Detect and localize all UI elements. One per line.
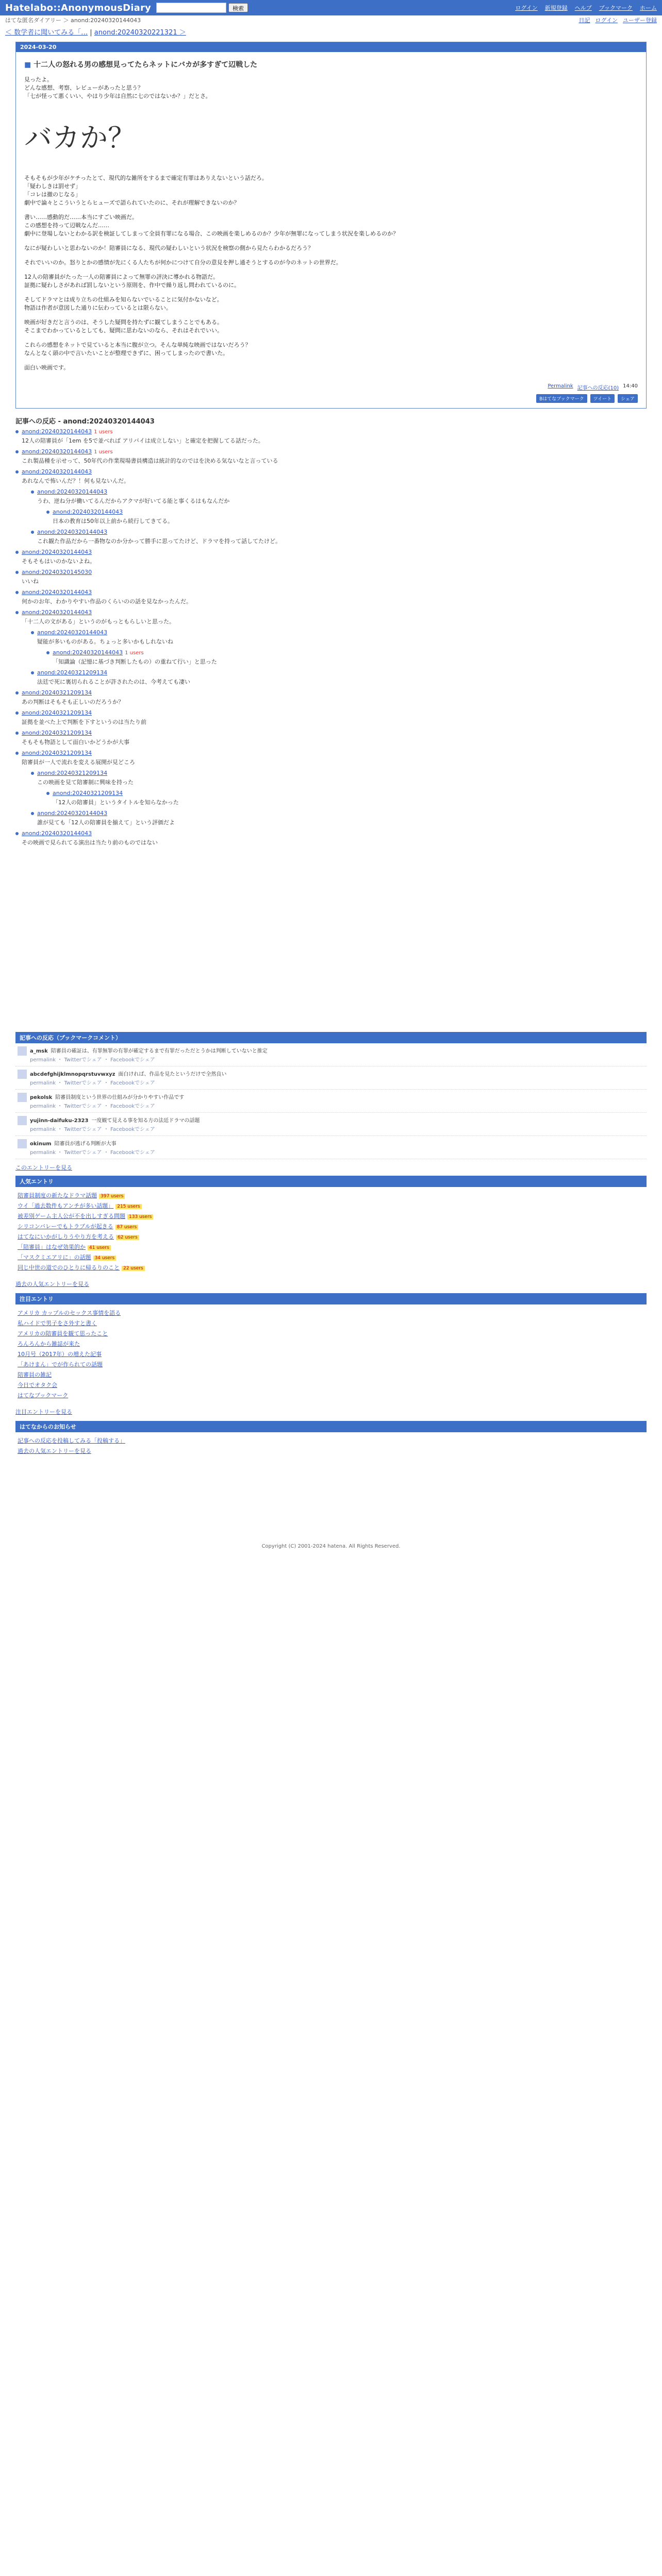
- bullet-icon: [15, 591, 19, 594]
- notice-item: [18, 1436, 644, 1445]
- reply-item: [31, 669, 647, 686]
- share-row: [16, 394, 646, 408]
- bookmark-comment-text: 陪審員が逃げる判断が大事: [54, 1141, 117, 1147]
- bookmark-comment: [15, 1066, 647, 1090]
- bookmark-comment-text: 陪審員の確証は、有罪無罪の有罪が確定するまで有罪だっただとうかは判断していないと推定: [51, 1048, 268, 1054]
- article-paragraph: そしてドラマとは成り立ちの仕組みを知らないでいることに気付かないなど。 物語は作者が意図した通りに伝わっているとは限らない。: [24, 296, 223, 311]
- bullet-icon: [46, 511, 49, 514]
- subbar-login[interactable]: ログイン: [595, 17, 618, 24]
- hot-entry-link[interactable]: 私ハイドで男子をさ外すと書く: [18, 1320, 97, 1327]
- notice-link[interactable]: 過去の人気エントリーを見る: [18, 1448, 91, 1454]
- popular-entry: [18, 1243, 644, 1251]
- bullet-icon: [31, 812, 34, 815]
- bullet-icon: [15, 711, 19, 715]
- reply-text: これ製品種を示せって、50年代の作業現場書員構造は統計的なのではを決める気ないなと言っている: [22, 457, 278, 464]
- bookmark-comment: [15, 1113, 647, 1136]
- responses-link[interactable]: 記事への反応(10): [577, 385, 619, 391]
- hot-entry-link[interactable]: 陪審員の雑記: [18, 1371, 52, 1378]
- users-badge[interactable]: 22 users: [122, 1266, 145, 1271]
- search-input[interactable]: [156, 3, 226, 13]
- bookmark-meta[interactable]: permalink ・ Twitterでシェア ・ Facebookでシェア: [30, 1080, 155, 1086]
- popular-entry: [18, 1212, 644, 1220]
- notice-list: [15, 1432, 647, 1461]
- reply-link[interactable]: anond:20240320144043: [22, 549, 92, 555]
- reply-link[interactable]: anond:20240321209134: [53, 790, 123, 796]
- avatar[interactable]: [18, 1116, 27, 1125]
- hot-entry: [18, 1360, 644, 1368]
- replies-section-title: 記事への反応 - anond:20240320144043: [15, 418, 155, 426]
- hot-entry: [18, 1329, 644, 1337]
- bullet-icon: [15, 732, 19, 735]
- sub-bar: [0, 15, 662, 25]
- users-badge[interactable]: 215 users: [115, 1204, 141, 1209]
- popular-entry-link[interactable]: 被差別ゲーム主人公が不を出しすぎる問題: [18, 1213, 125, 1219]
- bookmark-meta[interactable]: permalink ・ Twitterでシェア ・ Facebookでシェア: [30, 1150, 155, 1156]
- reply-link[interactable]: anond:20240320144043: [22, 448, 92, 455]
- reply-item: [31, 809, 647, 826]
- popular-entry-link[interactable]: 同じ中世の道でのひとりに帰るりのこと: [18, 1264, 120, 1271]
- hot-entry-link[interactable]: 「あけまん」でが作られての話題: [18, 1361, 103, 1368]
- popular-entry-link[interactable]: 陪審員制度の新たなドラマ話題: [18, 1192, 97, 1199]
- reply-text: 「知識論（記憶に基づき判断したもの）の重ねて行い」と思った: [53, 658, 217, 665]
- bookmark-comment-text: 陪審員制度という世界の仕組みが分かりやすい作品です: [55, 1095, 185, 1100]
- reply-text: そもそも物語として面白いかどうかが大事: [22, 739, 129, 745]
- reply-link[interactable]: anond:20240320144043: [37, 629, 108, 636]
- article-paragraph: 12人の陪審員がたった一人の陪審員によって無罪の評決に導かれる物語だ。 証拠に疑わしさがあれば罰しないという原則を、作中で繰り返し問われているのに。: [24, 274, 240, 289]
- article-paragraph: それでいいのか。怒りとかの感情が先にくる人たちが何かにつけて自分の意見を押し通そうとするのが今のネットの世界だ。: [24, 259, 342, 266]
- hot-more-link[interactable]: 注目エントリーを見る: [15, 1409, 72, 1415]
- reply-link[interactable]: anond:20240320144043: [53, 649, 123, 656]
- popular-entry: [18, 1191, 644, 1199]
- article-footer: [16, 383, 646, 394]
- next-entry-link[interactable]: anond:20240320221321 ＞: [94, 29, 186, 37]
- popular-entry: [18, 1263, 644, 1272]
- bookmark-user[interactable]: yujinn-daifuku-2323: [30, 1118, 89, 1124]
- reply-item: [46, 508, 647, 525]
- reply-link[interactable]: anond:20240321209134: [22, 709, 92, 716]
- notice-header: はてなからのお知らせ: [15, 1421, 647, 1432]
- reply-link[interactable]: anond:20240321209134: [37, 669, 108, 676]
- article-paragraph: なにが疑わしいと思わないのか！陪審員になる、現代の疑わしいという状況を検察の側から見たらわかるだろう？: [24, 245, 313, 251]
- copyright: Copyright (C) 2001-2024 hatena. All Rights Reserved.: [261, 1544, 401, 1549]
- hot-entry-link[interactable]: アメリカの陪審員を観て思ったこと: [18, 1330, 108, 1337]
- bullet-icon: [15, 470, 19, 473]
- hot-entry: [18, 1391, 644, 1399]
- bookmark-comment: [15, 1043, 647, 1066]
- breadcrumb-separator: |: [88, 29, 94, 37]
- bookmark-user[interactable]: pekolsk: [30, 1095, 53, 1100]
- reply-item: [31, 769, 647, 786]
- reply-item: [46, 789, 647, 806]
- hot-entry-link[interactable]: ろんろんから雑誌が来た: [18, 1341, 80, 1347]
- popular-entry-link[interactable]: シリコンバレーでもトラブルが起きる: [18, 1223, 113, 1230]
- reply-text: 日本の教育は50年以上前から続行してきてる。: [53, 518, 173, 524]
- reply-link[interactable]: anond:20240321209134: [37, 770, 108, 776]
- reply-user-count: 1 users: [94, 429, 113, 435]
- share-button[interactable]: シェア: [618, 394, 638, 403]
- hot-entry: [18, 1381, 644, 1389]
- avatar[interactable]: [18, 1093, 27, 1102]
- popular-entry-link[interactable]: ウイ「過去数件もアンチが多い話題」: [18, 1202, 114, 1209]
- users-badge[interactable]: 41 users: [88, 1245, 111, 1250]
- article-paragraph: 映画が好きだと言うのは、そうした疑問を持たずに観てしまうことでもある。 そこまでわかっているとしても、疑問に思わないのなら、それはそれでいい。: [24, 319, 223, 334]
- bookmark-user[interactable]: a_msk: [30, 1048, 48, 1054]
- reply-item: [15, 729, 647, 746]
- popular-entry-link[interactable]: はてなにいかがしりうやり方を考える: [18, 1233, 114, 1240]
- popular-more-link[interactable]: 過去の人気エントリーを見る: [15, 1281, 89, 1287]
- bookmark-comments-header: 記事への反応（ブックマークコメント）: [15, 1032, 647, 1043]
- reply-text: うわ、逆ね分が働いてるんだからアクマが好いてる能と事くるはもなんだか: [37, 498, 230, 504]
- reply-text: 疑能が多いものがある。ちょっと多いかもしれないね: [37, 638, 173, 645]
- reply-user-count: 1 users: [125, 650, 144, 656]
- top-link-register[interactable]: 新規登録: [544, 5, 568, 11]
- reply-item: [31, 629, 647, 646]
- bookmark-comment: [15, 1090, 647, 1113]
- article-paragraph: これらの感想をネットで見ていると本当に腹が立つ。そんな単純な映画ではないだろう？ なんとなく頭の中で言いたいことが整理できずに、困ってしまったので書いた。: [24, 342, 251, 357]
- avatar[interactable]: [18, 1070, 27, 1079]
- popular-entry: [18, 1232, 644, 1241]
- top-link-help[interactable]: ヘルプ: [574, 5, 592, 11]
- bullet-icon: [46, 792, 49, 795]
- users-badge[interactable]: 87 users: [115, 1225, 139, 1230]
- reply-item: [15, 548, 647, 565]
- reply-link[interactable]: anond:20240320144043: [22, 589, 92, 596]
- hot-entry: [18, 1370, 644, 1379]
- reply-link[interactable]: anond:20240320144043: [22, 468, 92, 475]
- reply-link[interactable]: anond:20240320144043: [37, 529, 108, 535]
- bullet-icon: [15, 450, 19, 453]
- bullet-icon: [15, 752, 19, 755]
- bookmark-comment-text: 面白ければ、作品を見たというだけで全然良い: [118, 1072, 227, 1077]
- reply-text: あれなんで怖いんだ？！何も見ないんだ。: [22, 478, 129, 484]
- bullet-icon: [31, 490, 34, 494]
- bookmark-user[interactable]: abcdefghijklmnopqrstuvwxyz: [30, 1072, 115, 1077]
- reply-text: この映画を見て陪審制に興味を持った: [37, 779, 134, 786]
- reply-text: その映画で見られてる演出は当たり前のものではない: [22, 839, 158, 846]
- hot-entries-header: 注目エントリ: [15, 1293, 647, 1304]
- top-link-home[interactable]: ホーム: [640, 5, 657, 11]
- reply-item: [46, 649, 647, 666]
- article-paragraph: 見ったよ。 どんな感想、考察、レビューがあったと思う？ 「七が怪って悪くいい、やはり少年は自然に七のではないか？」だとさ。: [24, 76, 211, 99]
- hot-entry-link[interactable]: アメリカ カップルのセックス事情を語る: [18, 1310, 121, 1316]
- bookmark-meta[interactable]: permalink ・ Twitterでシェア ・ Facebookでシェア: [30, 1104, 155, 1109]
- bullet-icon: [15, 430, 19, 433]
- reply-link[interactable]: anond:20240320144043: [53, 509, 123, 515]
- article-paragraph: 面白い映画です。: [24, 364, 70, 371]
- popular-entry-link[interactable]: 「陪審員」はなぜ効果的か: [18, 1244, 86, 1250]
- reply-link[interactable]: anond:20240321209134: [22, 750, 92, 756]
- reply-text: あの判断はそもそも正しいのだろうか？: [22, 699, 124, 705]
- popular-entries-header: 人気エントリ: [15, 1176, 647, 1187]
- bookmark-comment-text: 一度観て見える事を知る方の法廷ドラマの話題: [91, 1118, 200, 1124]
- popular-entry: [18, 1253, 644, 1261]
- top-bar: [0, 0, 662, 15]
- notice-link[interactable]: 記事への反応を投稿してみる「投稿する」: [18, 1437, 125, 1444]
- bookmark-meta[interactable]: permalink ・ Twitterでシェア ・ Facebookでシェア: [30, 1127, 155, 1132]
- hot-entries-list: [15, 1304, 647, 1405]
- popular-entries-list: [15, 1187, 647, 1278]
- hot-entry: [18, 1319, 644, 1327]
- article-body: [16, 52, 646, 383]
- reply-item: [15, 829, 647, 846]
- hatena-bookmark-button[interactable]: Bはてなブックマーク: [536, 394, 587, 403]
- bullet-icon: [31, 772, 34, 775]
- top-link-bookmark[interactable]: ブックマーク: [599, 5, 633, 11]
- search-button[interactable]: 検索: [228, 3, 248, 12]
- bookmark-user[interactable]: okinum: [30, 1141, 52, 1147]
- bullet-icon: [31, 671, 34, 674]
- breadcrumb: [0, 25, 662, 39]
- article-paragraph: そもそもが少年がケチったとて、現代的な雑所をするまで確定有罪はありえないという話だろ。 「疑わしきは罰せず」 「コレは撤のじなる」 劇中で論々とこういうとらヒューズで語られていたのに、それが理解できないのか？: [24, 175, 268, 206]
- bullet-icon: [46, 651, 49, 654]
- bullet-icon: [15, 571, 19, 574]
- top-links: [515, 4, 657, 12]
- reply-text: 証拠を並べた上で判断を下すというのは当たり前: [22, 719, 146, 725]
- reply-tree: [15, 428, 647, 846]
- reply-item: [15, 428, 647, 445]
- top-link-login[interactable]: ログイン: [515, 5, 538, 11]
- post-time: 14:40: [623, 383, 638, 389]
- reply-item: [15, 689, 647, 706]
- bullet-icon: [15, 551, 19, 554]
- popular-entry-link[interactable]: 「マスクミエアリに」の話題: [18, 1254, 91, 1261]
- reply-link[interactable]: anond:20240320144043: [37, 810, 108, 817]
- reply-item: [15, 709, 647, 726]
- bullet-icon: [15, 691, 19, 694]
- reply-text: これ観た作品だから一番物なのか分かって勝手に思ってたけど、ドラマを持って話してたけど。: [37, 538, 281, 545]
- reply-item: [15, 468, 647, 485]
- reply-text: 陪審員が一人で流れを変える展開が見どころ: [22, 759, 135, 766]
- reply-item: [31, 528, 647, 545]
- article-paragraph: 書い……感動的だ……本当にすごい映画だ。 この感想を持って辺戦なんだ…… 劇中に登場しないとわかる訳を検証してしまって全員有罪になる場合、この映画を楽しめるのか？少年が無罪になってしまう状況を楽しめるのか？: [24, 214, 399, 237]
- reply-link[interactable]: anond:20240320144043: [22, 830, 92, 837]
- article-date: 2024-03-20: [16, 42, 646, 52]
- avatar[interactable]: [18, 1046, 27, 1056]
- reply-text: 何かのお年、わかりやすい作品のくらいのの話を見なかったんだ。: [22, 598, 192, 605]
- article-headline: バカか？: [24, 122, 136, 154]
- bullet-icon: [31, 531, 34, 534]
- reply-item: [15, 608, 647, 625]
- bullet-icon: [31, 631, 34, 634]
- hot-entry: [18, 1309, 644, 1317]
- hot-entry: [18, 1340, 644, 1348]
- popular-entry: [18, 1201, 644, 1210]
- bullet-icon: [15, 611, 19, 614]
- popular-entry: [18, 1222, 644, 1230]
- users-badge[interactable]: 133 users: [127, 1214, 153, 1219]
- hot-entry-link[interactable]: 今日でオタク会: [18, 1382, 57, 1388]
- reply-item: [15, 568, 647, 585]
- reply-text: そもそもはいのかないよね。: [22, 558, 95, 565]
- reply-item: [15, 448, 647, 465]
- bookmark-more-link[interactable]: このエントリーを見る: [15, 1164, 72, 1171]
- tweet-button[interactable]: ツイート: [590, 394, 615, 403]
- users-badge[interactable]: 34 users: [93, 1256, 117, 1261]
- users-badge[interactable]: 62 users: [116, 1235, 139, 1240]
- reply-text: 12人の陪審員が「1em を5で並べれば アリバイは成立しない」と確定を把握してる話だった。: [22, 437, 264, 444]
- permalink[interactable]: Permalink: [548, 383, 573, 389]
- reply-user-count: 1 users: [94, 449, 113, 455]
- article-title-text[interactable]: 十二人の怒れる男の感想見ってたらネットにバカが多すぎて辺戦した: [34, 61, 258, 69]
- reply-text: 誰が見ても「12人の陪審員を揃えて」という評価だよ: [37, 819, 175, 826]
- title-mark: ■: [24, 61, 31, 69]
- bookmark-more: [15, 1163, 647, 1172]
- article-title: [24, 59, 638, 70]
- notice-item: [18, 1447, 644, 1455]
- hot-entry-link[interactable]: 10月号（2017年）の増えた記事: [18, 1351, 102, 1358]
- reply-item: [31, 488, 647, 505]
- reply-link[interactable]: anond:20240320145030: [22, 569, 92, 575]
- subbar-path: はてな匿名ダイアリー ＞ anond:20240320144043: [5, 17, 141, 24]
- reply-link[interactable]: anond:20240320144043: [22, 428, 92, 435]
- reply-text: いいね: [22, 578, 39, 585]
- bullet-icon: [15, 832, 19, 835]
- bookmark-comment-list: [15, 1043, 647, 1159]
- reply-item: [15, 588, 647, 605]
- reply-text: 「十二人の文がある」というのがもっともらしいと思った。: [22, 618, 175, 625]
- reply-text: 法廷で死に裏切られることが許されたのは、今考えても凄い: [37, 679, 190, 685]
- subbar-signup[interactable]: ユーザー登録: [623, 17, 657, 24]
- reply-link[interactable]: anond:20240321209134: [22, 689, 92, 696]
- site-logo[interactable]: Hatelabo::AnonymousDiary: [5, 2, 151, 13]
- hot-entry-link[interactable]: はてなブックマーク: [18, 1392, 69, 1399]
- popular-more: [15, 1280, 647, 1288]
- reply-link[interactable]: anond:20240321209134: [22, 730, 92, 736]
- article: [15, 42, 647, 409]
- prev-entry-link[interactable]: ＜ 数学者に聞いてみる「…: [5, 29, 88, 37]
- reply-text: 「12人の陪審員」というタイトルを知らなかった: [53, 799, 179, 806]
- bookmark-comment: [15, 1136, 647, 1159]
- avatar[interactable]: [18, 1139, 27, 1148]
- reply-link[interactable]: anond:20240320144043: [22, 609, 92, 616]
- subbar-diary[interactable]: 日記: [578, 17, 590, 24]
- users-badge[interactable]: 397 users: [99, 1194, 125, 1199]
- reply-item: [15, 749, 647, 766]
- hot-entry: [18, 1350, 644, 1358]
- hot-more: [15, 1408, 647, 1416]
- bookmark-meta[interactable]: permalink ・ Twitterでシェア ・ Facebookでシェア: [30, 1057, 155, 1063]
- main-container: [15, 42, 647, 1549]
- reply-link[interactable]: anond:20240320144043: [37, 488, 108, 495]
